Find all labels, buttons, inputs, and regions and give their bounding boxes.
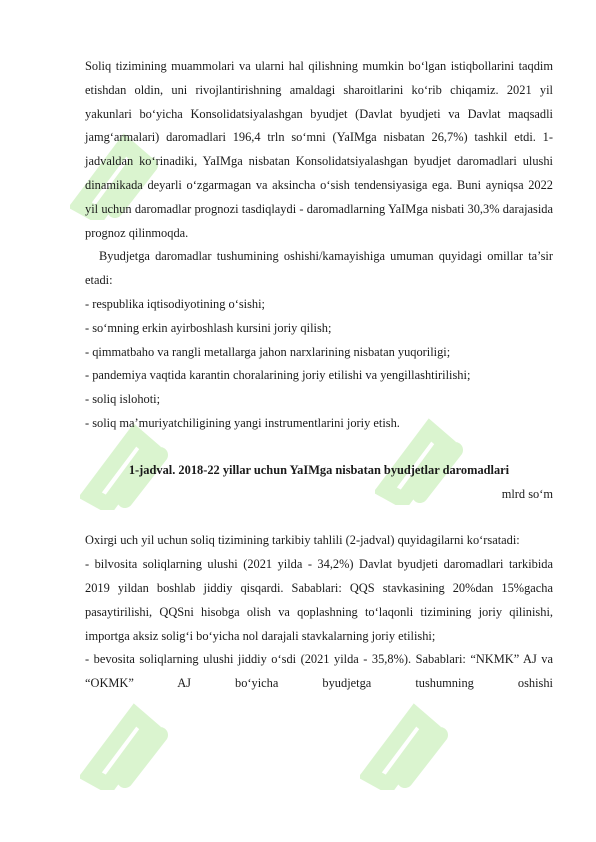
document-body: [85, 55, 553, 696]
list-item: - soliq ma’muriyatchiligining yangi instrumentlarini joriy etish.: [85, 415, 400, 430]
table-title: 1-jadval. 2018-22 yillar uchun YaIMga nisbatan byudjetlar daromadlari: [128, 462, 510, 477]
watermark-logo-icon: [80, 700, 170, 790]
paragraph-indirect-taxes: - bilvosita soliqlarning ulushi (2021 yilda - 34,2%) Davlat byudjeti daromadlari tarkibida 2019 yildan boshlab jiddiy qisqardi. Sabablari: QQS stavkasining 20%dan 15%gacha pasaytirilishi, QQSni hisobga olish va qoplashning to‘laqonli tizimining joriy qilinishi, importga aksiz solig‘i bo‘yicha nol darajali stavkalarning joriy etilishi;: [85, 557, 553, 643]
paragraph-intro: Soliq tizimining muammolari va ularni hal qilishning mumkin bo‘lgan istiqbollarini taqdim etishdan oldin, uni rivojlantirishning amaldagi sharoitlarini ko‘rib chiqamiz. 2021 yil yakunlari bo‘yicha Konsolidatsiyalashgan byudjet (Davlat byudjeti va Davlat maqsadli jamg‘armalari) daromadlari 196,4 trln so‘mni (YaIMga nisbatan 26,7%) tashkil etdi. 1-jadvaldan ko‘rinadiki, YaIMga nisbatan Konsolidatsiyalashgan byudjet daromadlari ulushi dinamikada deyarli o‘zgarmagan va aksincha o‘sish tendensiyasiga ega. Buni ayniqsa 2022 yil uchun daromadlar prognozi tasdiqlaydi - daromadlarning YaIMga nisbati 30,3% darajasida prognoz qilinmoqda.: [85, 59, 553, 240]
list-item: - respublika iqtisodiyotining o‘sishi;: [85, 296, 266, 311]
paragraph-direct-taxes: - bevosita soliqlarning ulushi jiddiy o‘sdi (2021 yilda - 35,8%). Sabablari: “NKMK” AJ va “OKMK” AJ bo‘yicha byudjetga tushumning oshishi: [85, 652, 553, 691]
list-item: - qimmatbaho va rangli metallarga jahon narxlarining nisbatan yuqoriligi;: [85, 344, 451, 359]
list-item: - so‘mning erkin ayirboshlash kursini joriy qilish;: [85, 320, 332, 335]
paragraph-analysis-intro: Oxirgi uch yil uchun soliq tizimining tarkibiy tahlili (2-jadval) quyidagilarni ko‘rsatadi:: [85, 533, 520, 548]
list-item: - pandemiya vaqtida karantin choralarining joriy etilishi va yengillashtirilishi;: [85, 368, 471, 383]
watermark-logo-icon: [360, 700, 450, 790]
table-unit: mlrd so‘m: [501, 486, 553, 501]
list-item: - soliq islohoti;: [85, 392, 161, 407]
paragraph-factors-intro: Byudjetga daromadlar tushumining oshishi/kamayishiga umuman quyidagi omillar ta’sir etadi:: [85, 249, 553, 288]
